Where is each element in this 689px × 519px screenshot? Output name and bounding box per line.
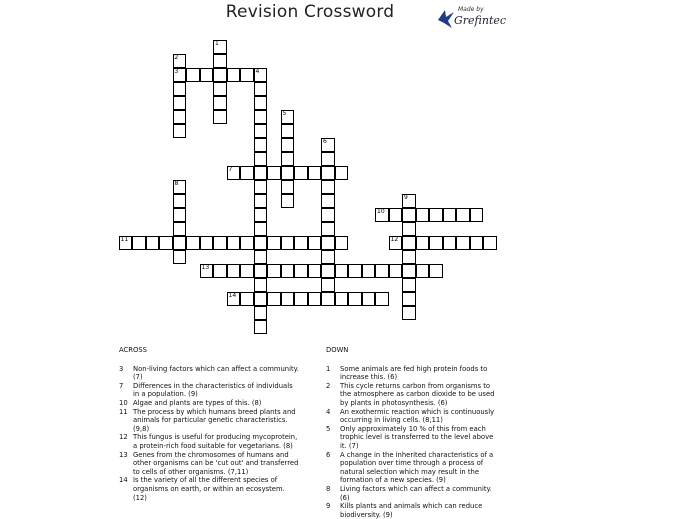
clue-text: A change in the inherited characteristics of a population over time through a process of natural selection which may result in the formation of a new species. (9) — [340, 450, 494, 485]
grid-cell[interactable] — [362, 292, 376, 306]
clue-item — [326, 365, 498, 382]
grid-cell[interactable] — [281, 180, 295, 194]
grid-cell[interactable] — [281, 138, 295, 152]
clue-item — [326, 451, 498, 485]
grid-cell[interactable] — [443, 236, 457, 250]
grid-cell[interactable] — [132, 236, 146, 250]
grid-cell[interactable] — [321, 278, 335, 292]
grid-cell[interactable] — [281, 152, 295, 166]
grid-cell[interactable] — [470, 208, 484, 222]
grid-cell[interactable] — [254, 124, 268, 138]
clue-num: 5 — [326, 424, 331, 433]
grid-cell[interactable] — [429, 264, 443, 278]
clue-number: 13 — [201, 264, 210, 271]
clue-item — [119, 382, 299, 399]
clue-number: 9 — [404, 194, 408, 201]
grid-cell[interactable] — [321, 264, 335, 278]
grid-cell[interactable] — [186, 68, 200, 82]
grid-cell[interactable] — [173, 208, 187, 222]
grid-cell[interactable] — [389, 208, 403, 222]
grid-cell[interactable] — [254, 278, 268, 292]
grid-cell[interactable] — [213, 264, 227, 278]
grid-cell[interactable] — [267, 236, 281, 250]
grid-cell[interactable] — [213, 68, 227, 82]
grid-cell[interactable] — [119, 236, 133, 250]
grid-cell[interactable] — [321, 292, 335, 306]
clue-num: 13 — [119, 450, 128, 459]
grid-cell[interactable] — [308, 292, 322, 306]
across-clues — [119, 346, 299, 502]
grid-cell[interactable] — [254, 264, 268, 278]
page-title: Revision Crossword — [225, 2, 395, 22]
grid-cell[interactable] — [254, 68, 268, 82]
grid-cell[interactable] — [281, 264, 295, 278]
grid-cell[interactable] — [429, 236, 443, 250]
across-heading: ACROSS — [119, 346, 147, 354]
grid-cell[interactable] — [227, 264, 241, 278]
grid-cell[interactable] — [240, 68, 254, 82]
grid-cell[interactable] — [321, 152, 335, 166]
grid-cell[interactable] — [335, 166, 349, 180]
clue-num: 10 — [119, 398, 128, 407]
grid-cell[interactable] — [362, 264, 376, 278]
grid-cell[interactable] — [321, 180, 335, 194]
grid-cell[interactable] — [173, 222, 187, 236]
grid-cell[interactable] — [254, 138, 268, 152]
grid-cell[interactable] — [416, 208, 430, 222]
clue-num: 9 — [326, 502, 331, 511]
grid-cell[interactable] — [402, 292, 416, 306]
grid-cell[interactable] — [321, 194, 335, 208]
logo-brand: Grefintec — [454, 14, 507, 27]
grid-cell[interactable] — [321, 236, 335, 250]
grid-cell[interactable] — [443, 208, 457, 222]
clue-number: 5 — [282, 110, 287, 117]
grid-cell[interactable] — [173, 250, 187, 264]
grid-cell[interactable] — [254, 82, 268, 96]
clue-item — [119, 408, 299, 434]
clue-text: Genes from the chromosomes of humans and other organisms can be 'cut out' and transferred to cells of other organisms. (7,11) — [133, 450, 299, 476]
grid-cell[interactable] — [294, 166, 308, 180]
grid-cell[interactable] — [375, 208, 389, 222]
grid-cell[interactable] — [402, 250, 416, 264]
grid-cell[interactable] — [308, 166, 322, 180]
clue-item — [326, 502, 498, 519]
clue-num: 14 — [119, 476, 128, 485]
grid-cell[interactable] — [335, 292, 349, 306]
grid-cell[interactable] — [321, 208, 335, 222]
grid-cell[interactable] — [254, 166, 268, 180]
clue-item — [119, 365, 299, 382]
grid-cell[interactable] — [240, 166, 254, 180]
clue-number: 6 — [323, 138, 327, 145]
grid-cell[interactable] — [173, 110, 187, 124]
grid-cell[interactable] — [483, 236, 497, 250]
grid-cell[interactable] — [213, 236, 227, 250]
grid-cell[interactable] — [267, 166, 281, 180]
grid-cell[interactable] — [146, 236, 160, 250]
grid-cell[interactable] — [254, 194, 268, 208]
clue-text: Differences in the characteristics of individuals in a population. (9) — [133, 381, 293, 399]
grid-cell[interactable] — [402, 306, 416, 320]
clue-number: 1 — [215, 40, 219, 47]
clue-num: 1 — [326, 364, 331, 373]
grid-cell[interactable] — [200, 236, 214, 250]
grid-cell[interactable] — [335, 264, 349, 278]
clue-number: 3 — [174, 68, 179, 75]
grid-cell[interactable] — [240, 292, 254, 306]
grid-cell[interactable] — [227, 166, 241, 180]
down-heading: DOWN — [326, 346, 349, 354]
grid-cell[interactable] — [470, 236, 484, 250]
clue-text: This cycle returns carbon from organisms to the atmosphere as carbon dioxide to be used by plants in photosynthesis. (6) — [340, 381, 495, 407]
grid-cell[interactable] — [402, 194, 416, 208]
grid-cell[interactable] — [254, 152, 268, 166]
grid-cell[interactable] — [186, 236, 200, 250]
grid-cell[interactable] — [281, 194, 295, 208]
clue-text: Some animals are fed high protein foods to increase this. (6) — [340, 364, 488, 382]
clue-num: 3 — [119, 364, 124, 373]
grid-cell[interactable] — [281, 292, 295, 306]
grid-cell[interactable] — [294, 264, 308, 278]
clue-text: Algae and plants are types of this. (8) — [133, 398, 262, 407]
grid-cell[interactable] — [321, 138, 335, 152]
clue-text: Non-living factors which can affect a community. (7) — [133, 364, 299, 382]
grid-cell[interactable] — [456, 236, 470, 250]
clue-item — [119, 433, 299, 450]
grid-cell[interactable] — [321, 222, 335, 236]
grid-cell[interactable] — [348, 292, 362, 306]
grid-cell[interactable] — [173, 236, 187, 250]
grid-cell[interactable] — [254, 250, 268, 264]
grid-cell[interactable] — [281, 110, 295, 124]
grid-cell[interactable] — [240, 236, 254, 250]
grid-cell[interactable] — [402, 264, 416, 278]
clue-num: 12 — [119, 433, 128, 442]
clue-number: 8 — [174, 180, 179, 187]
grid-cell[interactable] — [321, 166, 335, 180]
grid-cell[interactable] — [254, 306, 268, 320]
grid-cell[interactable] — [254, 320, 268, 334]
grid-cell[interactable] — [375, 264, 389, 278]
clue-number: 4 — [255, 68, 260, 75]
clue-num: 4 — [326, 407, 331, 416]
grid-cell[interactable] — [429, 208, 443, 222]
clue-item — [119, 476, 299, 502]
grid-cell[interactable] — [308, 264, 322, 278]
grid-cell[interactable] — [240, 264, 254, 278]
clue-item — [326, 485, 498, 502]
grid-cell[interactable] — [402, 278, 416, 292]
grid-cell[interactable] — [254, 110, 268, 124]
clue-text: Kills plants and animals which can reduce biodiversity. (9) — [340, 502, 483, 519]
grid-cell[interactable] — [213, 54, 227, 68]
grid-cell[interactable] — [402, 222, 416, 236]
grid-cell[interactable] — [254, 96, 268, 110]
grid-cell[interactable] — [254, 208, 268, 222]
grid-cell[interactable] — [173, 124, 187, 138]
grid-cell[interactable] — [254, 180, 268, 194]
grid-cell[interactable] — [254, 236, 268, 250]
grid-cell[interactable] — [159, 236, 173, 250]
clue-item — [119, 399, 299, 408]
clue-number: 7 — [228, 166, 233, 173]
grid-cell[interactable] — [321, 250, 335, 264]
clue-text: Is the variety of all the different species of organisms on earth, or within an ecosystem. (12) — [133, 476, 285, 502]
clue-number: 2 — [174, 54, 179, 61]
clue-num: 2 — [326, 381, 331, 390]
clue-num: 11 — [119, 407, 128, 416]
grid-cell[interactable] — [200, 264, 214, 278]
grid-cell[interactable] — [173, 68, 187, 82]
grid-cell[interactable] — [402, 236, 416, 250]
clue-number: 14 — [228, 292, 237, 299]
grid-cell[interactable] — [173, 82, 187, 96]
grid-cell[interactable] — [173, 180, 187, 194]
grid-cell[interactable] — [389, 264, 403, 278]
grid-cell[interactable] — [213, 82, 227, 96]
grid-cell[interactable] — [227, 68, 241, 82]
grid-cell[interactable] — [416, 236, 430, 250]
clue-text: The process by which humans breed plants and animals for particular genetic characteristics. (9,8) — [133, 407, 296, 433]
grid-cell[interactable] — [375, 292, 389, 306]
grid-cell[interactable] — [335, 236, 349, 250]
grid-cell[interactable] — [267, 292, 281, 306]
clue-text: An exothermic reaction which is continuously occurring in living cells. (8,11) — [340, 407, 495, 425]
clue-text: This fungus is useful for producing mycoprotein, a protein-rich food suitable for vegetarians. (8) — [133, 433, 298, 450]
grid-cell[interactable] — [227, 236, 241, 250]
grid-cell[interactable] — [267, 264, 281, 278]
grid-cell[interactable] — [227, 292, 241, 306]
grid-cell[interactable] — [213, 96, 227, 110]
grid-cell[interactable] — [173, 194, 187, 208]
grid-cell[interactable] — [281, 124, 295, 138]
grid-cell[interactable] — [200, 68, 214, 82]
clue-number: 11 — [120, 236, 129, 243]
down-clues — [326, 346, 498, 519]
grid-cell[interactable] — [402, 208, 416, 222]
grid-cell[interactable] — [173, 96, 187, 110]
clue-number: 12 — [390, 236, 399, 243]
clue-item — [326, 382, 498, 408]
grid-cell[interactable] — [173, 54, 187, 68]
grid-cell[interactable] — [348, 264, 362, 278]
clue-text: Living factors which can affect a community. (6) — [340, 484, 492, 502]
clue-num: 8 — [326, 484, 331, 493]
grid-cell[interactable] — [213, 40, 227, 54]
grid-cell[interactable] — [308, 236, 322, 250]
clue-item — [326, 425, 498, 451]
grid-cell[interactable] — [281, 166, 295, 180]
grid-cell[interactable] — [213, 110, 227, 124]
clue-item — [119, 451, 299, 477]
clue-num: 7 — [119, 381, 124, 390]
clue-text: Only approximately 10 % of this from each trophic level is transferred to the level above it. (7) — [340, 424, 494, 450]
grid-cell[interactable] — [294, 236, 308, 250]
logo-made-by: Made by — [458, 6, 484, 13]
clue-num: 6 — [326, 450, 331, 459]
clue-number: 10 — [377, 208, 385, 215]
grid-cell[interactable] — [281, 236, 295, 250]
grid-cell[interactable] — [254, 292, 268, 306]
grid-cell[interactable] — [389, 236, 403, 250]
grid-cell[interactable] — [456, 208, 470, 222]
grid-cell[interactable] — [416, 264, 430, 278]
grid-cell[interactable] — [254, 222, 268, 236]
grid-cell[interactable] — [294, 292, 308, 306]
clue-item — [326, 408, 498, 425]
